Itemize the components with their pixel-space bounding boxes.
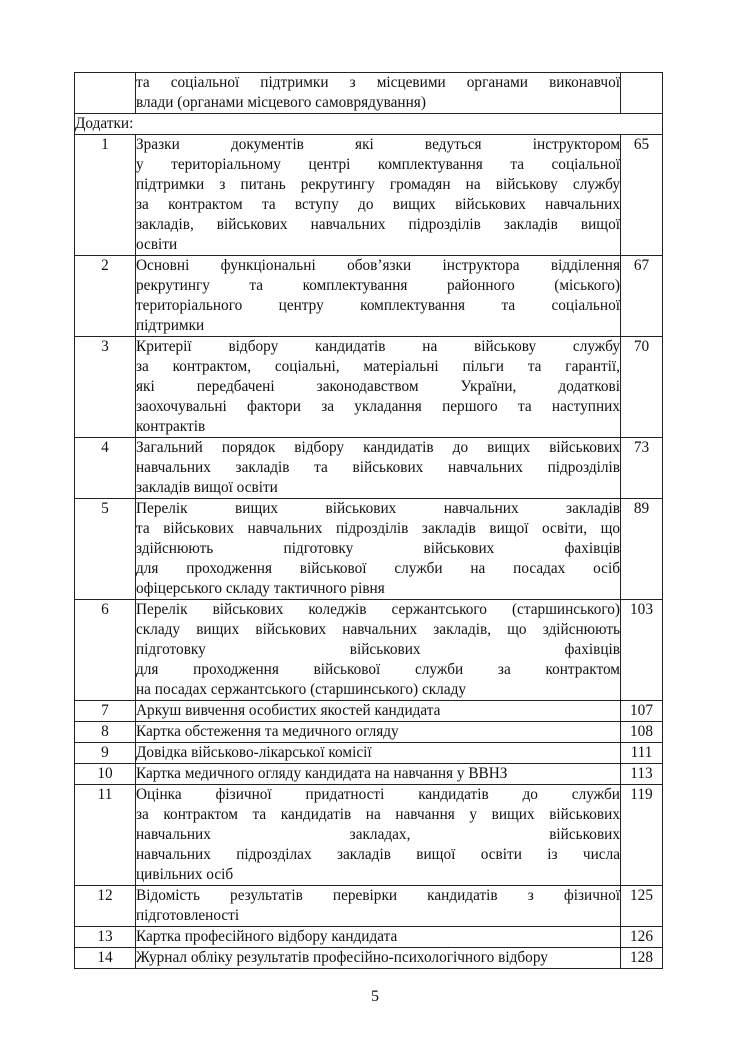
title-line: навчальних підрозділах закладів вищої освіти із числа (136, 846, 620, 863)
appendix-number: 8 (75, 722, 136, 743)
title-line: у територіальному центрі комплектування та соціальної (136, 156, 620, 173)
appendix-number: 11 (75, 785, 136, 886)
appendix-page-number: 128 (621, 948, 663, 969)
appendix-page-number: 103 (621, 600, 663, 701)
appendix-header: Додатки: (75, 114, 663, 135)
title-line: Основні функціональні обов’язки інструктора відділення (136, 257, 620, 274)
title-line: Відомість результатів перевірки кандидатів з фізичної (136, 887, 620, 904)
appendix-number: 13 (75, 927, 136, 948)
title-line: та соціальної підтримки з місцевими органами виконавчої (136, 74, 620, 91)
appendix-title (136, 701, 621, 722)
title-line: Журнал обліку результатів професійно-психологічного відбору (136, 949, 548, 966)
title-line: рекрутингу та комплектування районного (міського) (136, 277, 620, 294)
continuation-row (75, 73, 663, 114)
appendix-page-number: 113 (621, 764, 663, 785)
appendix-title (136, 499, 621, 600)
appendix-row (75, 337, 663, 438)
title-line: навчальних закладів та військових навчальних підрозділів (136, 459, 620, 476)
title-line: Аркуш вивчення особистих якостей кандидата (136, 702, 441, 719)
appendix-row (75, 722, 663, 743)
appendix-header-row (75, 114, 663, 135)
appendix-title (136, 256, 621, 337)
title-line: на посадах сержантського (старшинського) складу (136, 681, 467, 698)
continuation-title-cell (136, 73, 621, 114)
title-line: освіти (136, 236, 178, 253)
appendix-row (75, 499, 663, 600)
title-line: контрактів (136, 418, 206, 435)
appendix-page-number: 126 (621, 927, 663, 948)
page-number: 5 (371, 988, 379, 1005)
title-line: Картка професійного відбору кандидата (136, 928, 398, 945)
appendix-row (75, 135, 663, 256)
continuation-number-cell (75, 73, 136, 114)
appendix-page-number: 89 (621, 499, 663, 600)
title-line: за контрактом та вступу до вищих військових навчальних (136, 196, 620, 213)
appendix-page-number: 65 (621, 135, 663, 256)
appendix-row (75, 886, 663, 927)
title-line: Довідка військово-лікарської комісії (136, 744, 372, 761)
title-line: для проходження військової служби на посадах осіб (136, 560, 620, 577)
title-line: Критерії відбору кандидатів на військову службу (136, 338, 620, 355)
title-line: Картка обстеження та медичного огляду (136, 723, 399, 740)
title-line: за контрактом, соціальні, матеріальні пільги та гарантії, (136, 358, 620, 375)
appendix-row (75, 743, 663, 764)
appendix-row (75, 701, 663, 722)
contents-table-body (75, 73, 663, 969)
title-line: закладів, військових навчальних підрозділів закладів вищої (136, 216, 620, 233)
appendix-title (136, 743, 621, 764)
appendix-page-number: 70 (621, 337, 663, 438)
appendix-title (136, 785, 621, 886)
title-line: Оцінка фізичної придатності кандидатів до служби (136, 786, 620, 803)
appendix-title (136, 948, 621, 969)
title-line: які передбачені законодавством України, додаткові (136, 378, 620, 395)
appendix-title (136, 438, 621, 499)
appendix-title (136, 764, 621, 785)
appendix-page-number: 107 (621, 701, 663, 722)
title-line: Перелік вищих військових навчальних закладів (136, 500, 620, 517)
title-line: здійснюють підготовку військових фахівців (136, 540, 620, 557)
appendix-number: 2 (75, 256, 136, 337)
contents-table (74, 72, 663, 969)
appendix-page-number: 111 (621, 743, 663, 764)
title-line: закладів вищої освіти (136, 479, 278, 496)
appendix-page-number: 125 (621, 886, 663, 927)
appendix-number: 6 (75, 600, 136, 701)
appendix-title (136, 135, 621, 256)
appendix-page-number: 108 (621, 722, 663, 743)
title-line: підготовленості (136, 907, 240, 924)
appendix-title (136, 927, 621, 948)
appendix-page-number: 73 (621, 438, 663, 499)
title-line: та військових навчальних підрозділів закладів вищої освіти, що (136, 520, 620, 537)
title-line: Зразки документів які ведуться інструктором (136, 136, 620, 153)
appendix-page-number: 67 (621, 256, 663, 337)
title-line: Загальний порядок відбору кандидатів до вищих військових (136, 439, 620, 456)
appendix-row (75, 600, 663, 701)
title-line: підготовку військових фахівців (136, 641, 620, 658)
title-line: заохочувальні фактори за укладання першого та наступних (136, 398, 620, 415)
appendix-row (75, 927, 663, 948)
appendix-title (136, 886, 621, 927)
title-line: цивільних осіб (136, 866, 234, 883)
title-line: територіального центру комплектування та соціальної (136, 297, 620, 314)
appendix-title (136, 600, 621, 701)
appendix-page-number: 119 (621, 785, 663, 886)
appendix-row (75, 764, 663, 785)
appendix-number: 9 (75, 743, 136, 764)
title-line: підтримки (136, 317, 205, 334)
appendix-number: 5 (75, 499, 136, 600)
appendix-row (75, 256, 663, 337)
title-line: Картка медичного огляду кандидата на навчання у ВВНЗ (136, 765, 508, 782)
title-line: влади (органами місцевого самоврядування) (136, 94, 426, 111)
appendix-number: 14 (75, 948, 136, 969)
title-line: за контрактом та кандидатів на навчання у вищих військових (136, 806, 620, 823)
title-line: для проходження військової служби за контрактом (136, 661, 620, 678)
continuation-page-cell (621, 73, 663, 114)
appendix-number: 7 (75, 701, 136, 722)
appendix-title (136, 722, 621, 743)
appendix-row (75, 785, 663, 886)
title-line: навчальних закладах, військових (136, 826, 620, 843)
appendix-number: 12 (75, 886, 136, 927)
appendix-row (75, 438, 663, 499)
appendix-title (136, 337, 621, 438)
appendix-number: 3 (75, 337, 136, 438)
appendix-row (75, 948, 663, 969)
appendix-number: 4 (75, 438, 136, 499)
appendix-number: 1 (75, 135, 136, 256)
title-line: Перелік військових коледжів сержантського (старшинського) (136, 601, 620, 618)
appendix-number: 10 (75, 764, 136, 785)
title-line: підтримки з питань рекрутингу громадян на військову службу (136, 176, 620, 193)
title-line: офіцерського складу тактичного рівня (136, 580, 385, 597)
title-line: складу вищих військових навчальних закладів, що здійснюють (136, 621, 620, 638)
